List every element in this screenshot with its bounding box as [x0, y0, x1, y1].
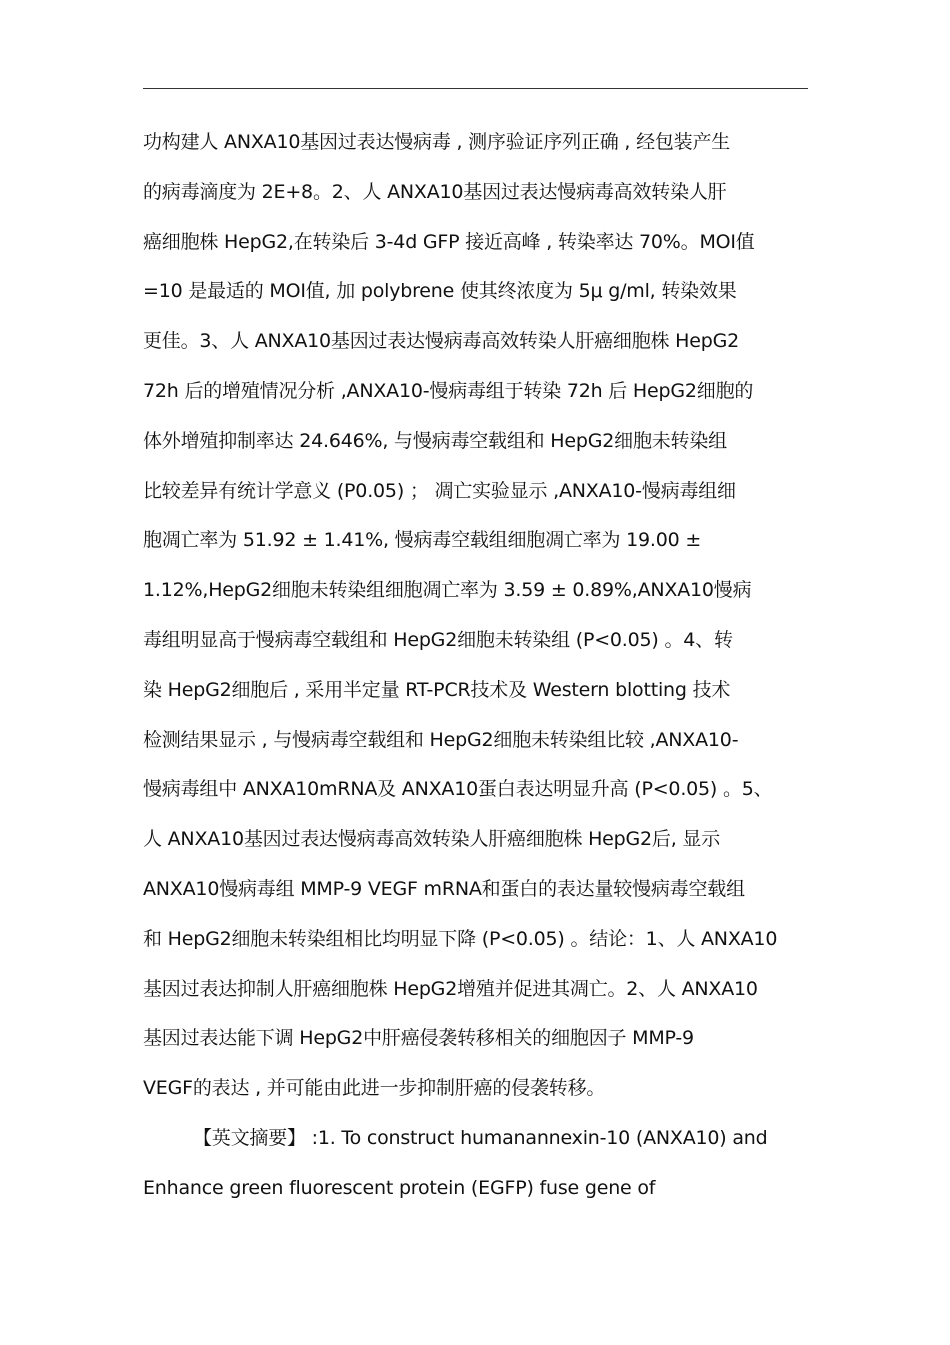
text-line: 基因过表达抑制人肝癌细胞株 HepG2增殖并促进其凋亡。2、人 ANXA10 [143, 977, 758, 1000]
text-line: 1.12%,HepG2细胞未转染组细胞凋亡率为 3.59 ± 0.89%,ANXA10慢病 [143, 579, 752, 602]
english-abstract-heading-line: 【英文摘要】 :1. To construct humanannexin-10 (ANXA10) and [193, 1126, 768, 1149]
text-line: 人 ANXA10基因过表达慢病毒高效转染人肝癌细胞株 HepG2后, 显示 [143, 828, 721, 851]
text-line: 和 HepG2细胞未转染组相比均明显下降 (P<0.05) 。结论：1、人 ANXA10 [143, 927, 778, 950]
text-line: 更佳。3、人 ANXA10基因过表达慢病毒高效转染人肝癌细胞株 HepG2 [143, 330, 740, 353]
text-line: 慢病毒组中 ANXA10mRNA及 ANXA10蛋白表达明显升高 (P<0.05) 。5、 [143, 778, 773, 801]
text-line: 癌细胞株 HepG2,在转染后 3-4d GFP 接近高峰 , 转染率达 70%。MOI值 [143, 230, 755, 253]
text-line: 检测结果显示 , 与慢病毒空载组和 HepG2细胞未转染组比较 ,ANXA10- [143, 728, 739, 751]
text-line: ANXA10慢病毒组 MMP-9 VEGF mRNA和蛋白的表达量较慢病毒空载组 [143, 877, 745, 900]
text-line: 染 HepG2细胞后 , 采用半定量 RT-PCR技术及 Western blotting 技术 [143, 678, 731, 701]
text-line: 胞凋亡率为 51.92 ± 1.41%, 慢病毒空载组细胞凋亡率为 19.00 ± [143, 529, 702, 552]
header-rule [143, 88, 808, 89]
text-line: 比较差异有统计学意义 (P0.05) ； 凋亡实验显示 ,ANXA10-慢病毒组细 [143, 479, 736, 502]
text-line: Enhance green fluorescent protein (EGFP) fuse gene of [143, 1176, 656, 1199]
text-line: 的病毒滴度为 2E+8。2、人 ANXA10基因过表达慢病毒高效转染人肝 [143, 180, 727, 203]
text-line: 功构建人 ANXA10基因过表达慢病毒 , 测序验证序列正确 , 经包装产生 [143, 131, 731, 153]
text-line: 体外增殖抑制率达 24.646%, 与慢病毒空载组和 HepG2细胞未转染组 [143, 429, 727, 452]
text-line: 72h 后的增殖情况分析 ,ANXA10-慢病毒组于转染 72h 后 HepG2细胞的 [143, 379, 754, 402]
text-line: =10 是最适的 MOI值, 加 polybrene 使其终浓度为 5μ g/ml, 转染效果 [143, 280, 737, 303]
document-body [143, 122, 833, 1218]
text-line: VEGF的表达 , 并可能由此进一步抑制肝癌的侵袭转移。 [143, 1077, 606, 1100]
text-line: 基因过表达能下调 HepG2中肝癌侵袭转移相关的细胞因子 MMP-9 [143, 1027, 694, 1050]
text-line: 毒组明显高于慢病毒空载组和 HepG2细胞未转染组 (P<0.05) 。4、转 [143, 628, 733, 651]
